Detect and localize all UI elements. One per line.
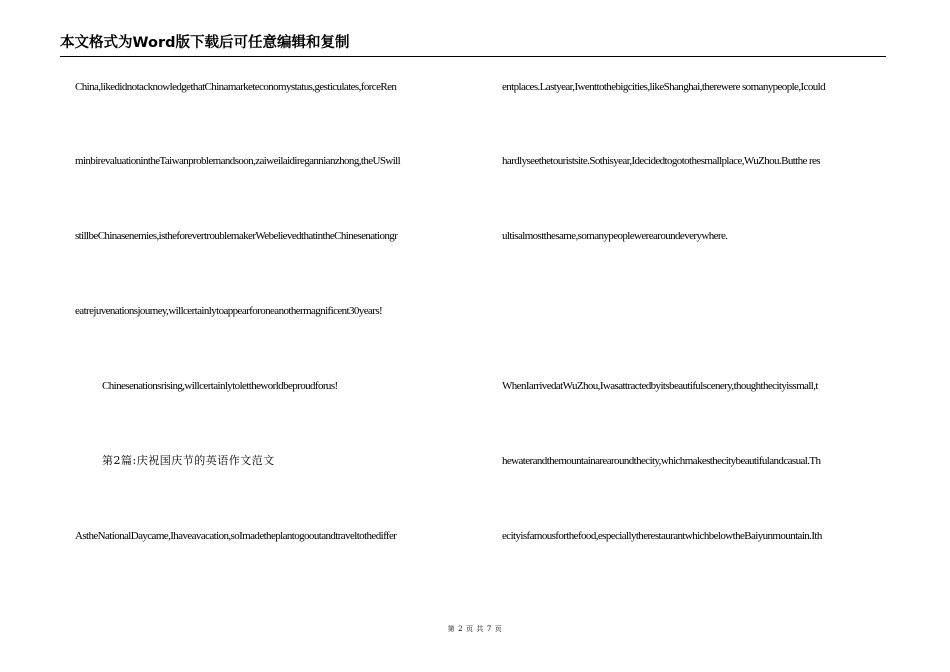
document-header-title: 本文格式为Word版下载后可任意编辑和复制	[60, 35, 350, 51]
right-line-1: entplaces.Lastyear,Iwenttothebigcities,likeShanghai,therewere somanypeople,Icould	[502, 81, 825, 93]
left-line-7: AstheNationalDaycame,Ihaveavacation,soImadetheplantogooutandtraveltothediffer	[75, 530, 397, 542]
left-line-3: stillbeChinasenemies,istheforevertroublemakerWebelievedthatintheChinesenationgr	[75, 230, 398, 242]
right-line-3: ultisalmostthesame,somanypeoplewerearoundeverywhere.	[502, 230, 728, 242]
section-heading: 第2篇:庆祝国庆节的英语作文范文	[102, 454, 275, 467]
left-line-1: China,likedidnotacknowledgethatChinamarketeconomystatus,gesticulates,forceRen	[75, 81, 397, 93]
left-line-5: Chinesenationsrising,willcertainlytolettheworldbeproudforus!	[102, 380, 338, 392]
left-line-2: minbirevaluationintheTaiwanproblemandsoon,zaiweilaidiregannianzhong,theUSwill	[75, 155, 401, 167]
right-line-2: hardlyseethetouristsite.Sothisyear,Idecidedtogotothesmallplace,WuZhou.Butthe res	[502, 155, 820, 167]
left-line-4: eatrejuvenationsjourney,willcertainlytoappearforoneanothermagnificent30years!	[75, 305, 383, 317]
right-line-6: ecityisfamousforthefood,especiallytherestaurantwhichbelowtheBaiyunmountain.Ith	[502, 530, 822, 542]
right-line-4: WhenIarrivedatWuZhou,Iwasattractedbyitsbeautifulscenery,thoughthecityissmall,t	[502, 380, 818, 392]
header-rule	[60, 56, 886, 57]
page-number-footer: 第 2 页 共 7 页	[447, 625, 503, 633]
right-line-5: hewaterandthemountainarearoundthecity,whichmakesthecitybeautifulandcasual.Th	[502, 455, 821, 467]
